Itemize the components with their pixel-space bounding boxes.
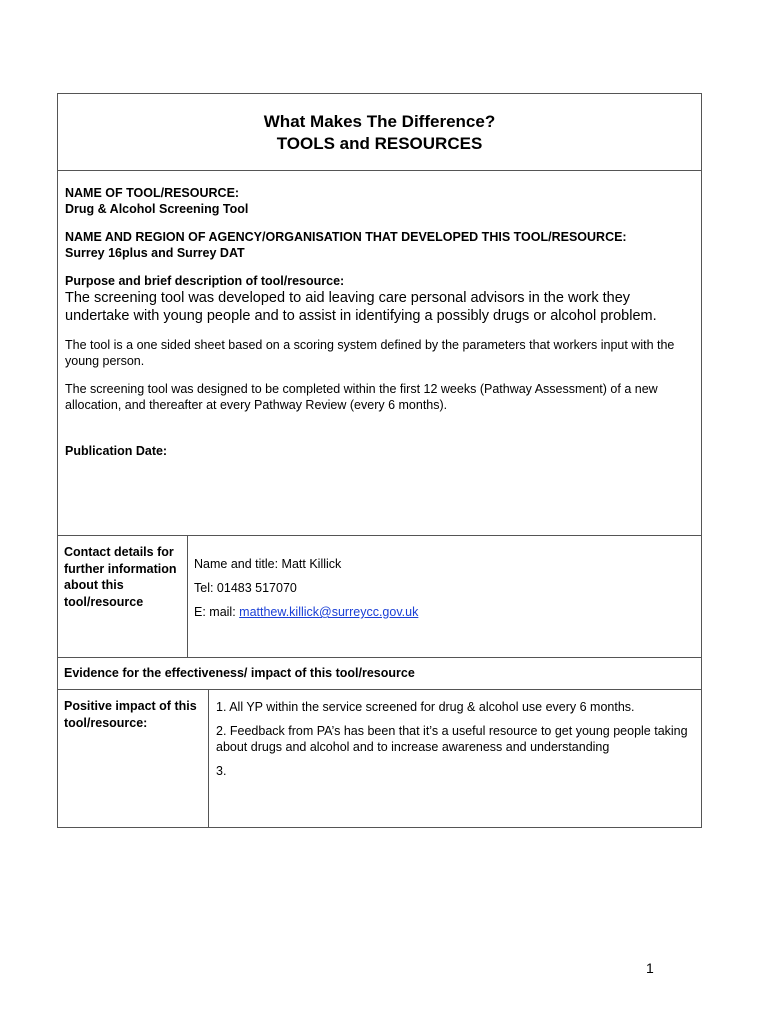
impact-item: 1. All YP within the service screened for drug & alcohol use every 6 months. [216, 700, 635, 714]
agency-value: Surrey 16plus and Surrey DAT [65, 246, 245, 260]
title-section [57, 93, 702, 171]
page-number: 1 [646, 960, 654, 976]
contact-tel: Tel: 01483 517070 [194, 581, 297, 595]
document-title: What Makes The Difference? [263, 112, 496, 131]
description-paragraph-2: The screening tool was designed to be completed within the first 12 weeks (Pathway Assessment) of a new allocation, and thereafter at every Pathway Review (every 6 months). [65, 382, 658, 412]
email-link[interactable]: matthew.killick@surreycc.gov.uk [239, 605, 419, 619]
tool-name-label: NAME OF TOOL/RESOURCE: [65, 186, 240, 200]
publication-date-label: Publication Date: [65, 444, 168, 458]
contact-details [194, 552, 418, 624]
impact-list [216, 699, 696, 786]
description-paragraph-1: The tool is a one sided sheet based on a scoring system defined by the parameters that workers input with the young person. [65, 338, 675, 368]
email-prefix: E: mail: [194, 605, 240, 619]
contact-email-line [194, 600, 418, 624]
impact-item: 2. Feedback from PA’s has been that it’s a useful resource to get young people taking about drugs and alcohol and to increase awareness and understanding [216, 723, 688, 754]
tool-name-value: Drug & Alcohol Screening Tool [65, 202, 249, 216]
purpose-label: Purpose and brief description of tool/resource: [65, 274, 345, 288]
contact-name: Name and title: Matt Killick [194, 557, 342, 571]
contact-label: Contact details for further information about this tool/resource [58, 536, 188, 657]
positive-impact-label: Positive impact of this tool/resource: [58, 690, 209, 827]
purpose-text: The screening tool was developed to aid leaving care personal advisors in the work they undertake with young people and to assist in identifying a possibly drugs or alcohol problem. [65, 290, 657, 324]
contact-section [57, 535, 702, 658]
impact-section [57, 689, 702, 828]
document-subtitle: TOOLS and RESOURCES [276, 134, 483, 153]
agency-label: NAME AND REGION OF AGENCY/ORGANISATION THAT DEVELOPED THIS TOOL/RESOURCE: [65, 230, 627, 244]
impact-item: 3. [216, 763, 227, 778]
tool-details-section [57, 170, 702, 536]
evidence-heading: Evidence for the effectiveness/ impact of this tool/resource [57, 657, 702, 690]
